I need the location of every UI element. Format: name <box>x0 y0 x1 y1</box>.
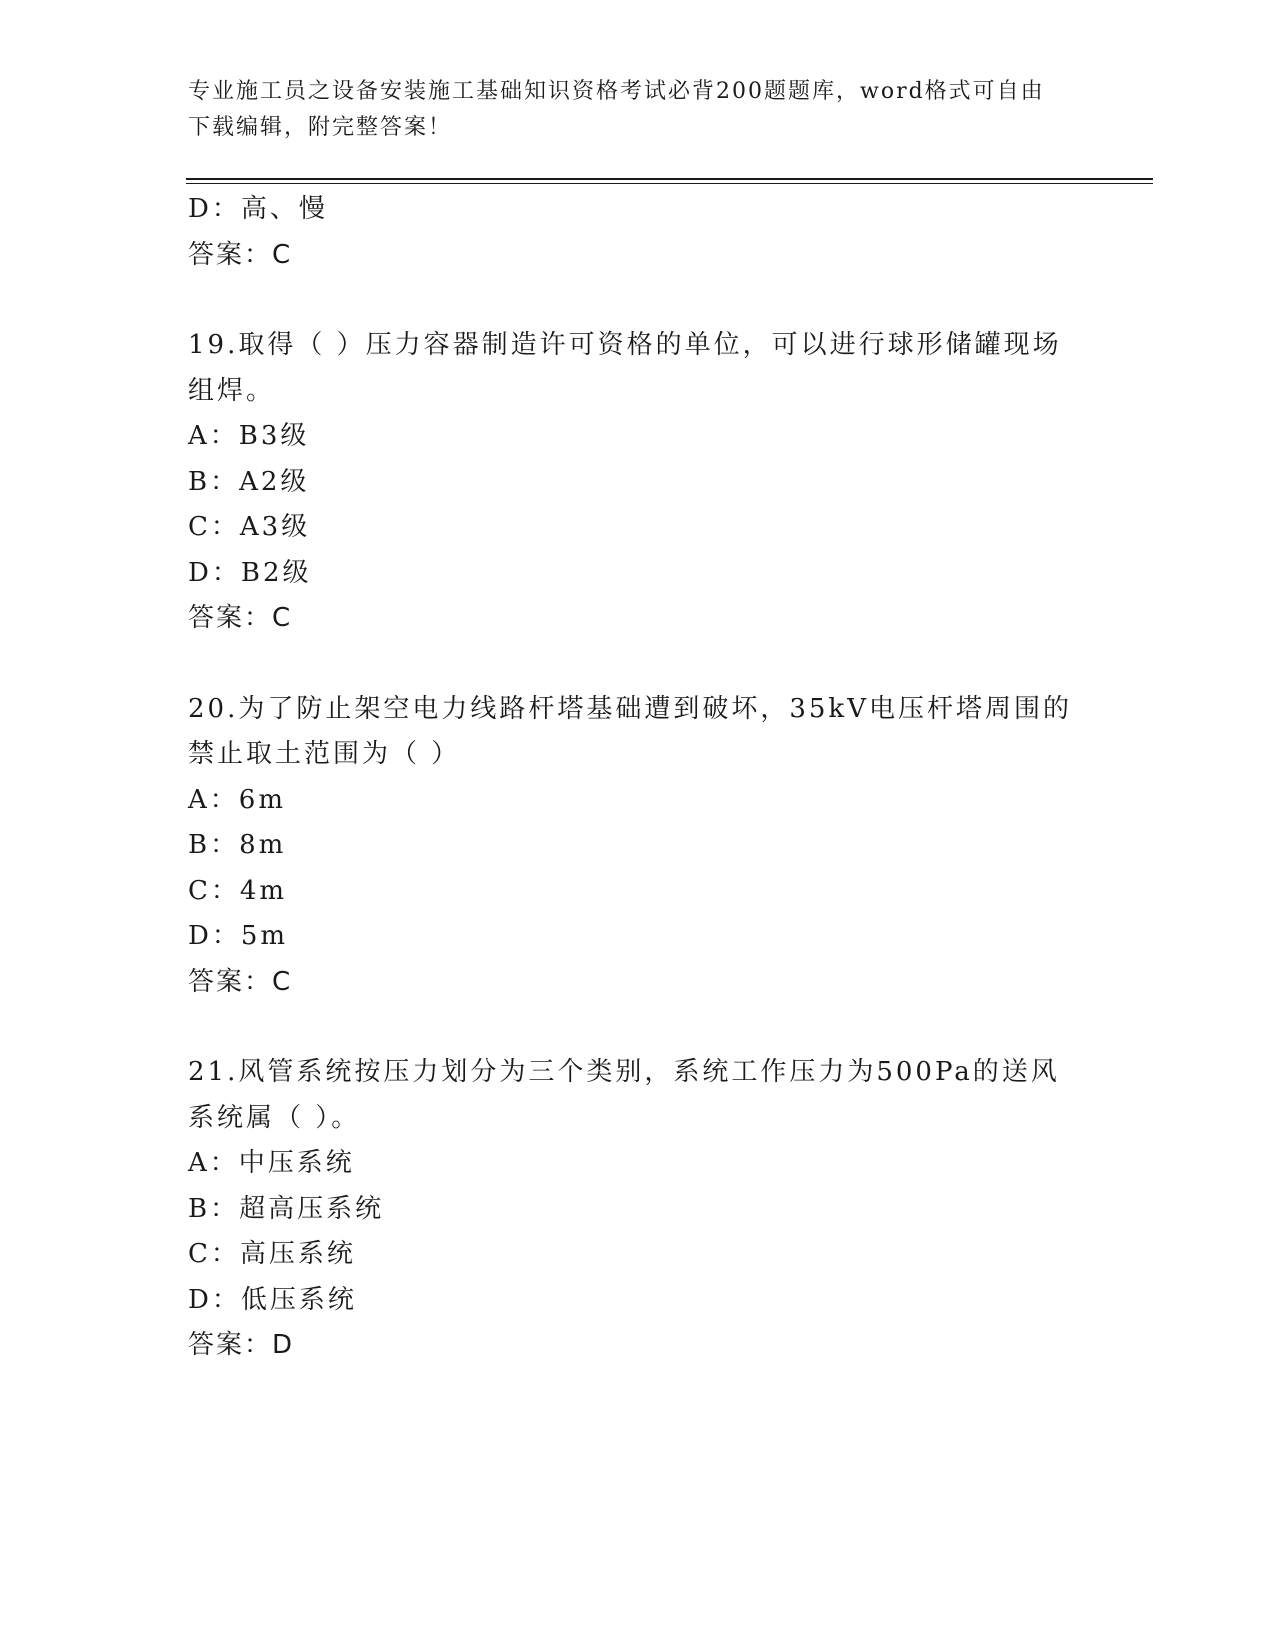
question-stem: 19.取得（ ）压力容器制造许可资格的单位，可以进行球形储罐现场组焊。 <box>188 330 1062 406</box>
option-a: A：6m <box>188 784 286 815</box>
question-19 <box>188 323 1088 642</box>
header-divider-thin <box>186 183 1153 184</box>
option-d: D：5m <box>188 921 289 951</box>
option-a: A：B3级 <box>188 421 310 451</box>
question-stem: 20.为了防止架空电力线路杆塔基础遭到破坏，35kV电压杆塔周围的禁止取土范围为（ ） <box>188 693 1072 769</box>
answer-line: 答案：C <box>188 239 293 270</box>
option-c: C：4m <box>188 875 288 906</box>
question-20 <box>188 687 1088 1006</box>
option-d: D：低压系统 <box>188 1284 357 1315</box>
option-c: C：A3级 <box>188 512 311 542</box>
question-21 <box>188 1050 1088 1369</box>
option-c: C：高压系统 <box>188 1239 356 1269</box>
previous-question-fragment <box>188 187 1088 278</box>
question-stem: 21.风管系统按压力划分为三个类别，系统工作压力为500Pa的送风系统属（ ）。 <box>188 1057 1060 1133</box>
answer-line: 答案：C <box>188 603 293 633</box>
option-d: D：B2级 <box>188 557 312 588</box>
answer-line: 答案：D <box>188 1330 295 1360</box>
option-a: A：中压系统 <box>188 1148 355 1178</box>
document-header: 专业施工员之设备安装施工基础知识资格考试必背200题题库，word格式可自由下载编辑，附完整答案！ <box>188 79 1045 140</box>
question-list <box>188 187 1088 1369</box>
option-d: D：高、慢 <box>188 194 328 224</box>
option-b: B：超高压系统 <box>188 1193 385 1224</box>
header-divider-thick <box>186 178 1153 180</box>
option-b: B：8m <box>188 830 287 860</box>
option-b: B：A2级 <box>188 466 310 497</box>
answer-line: 答案：C <box>188 966 293 997</box>
